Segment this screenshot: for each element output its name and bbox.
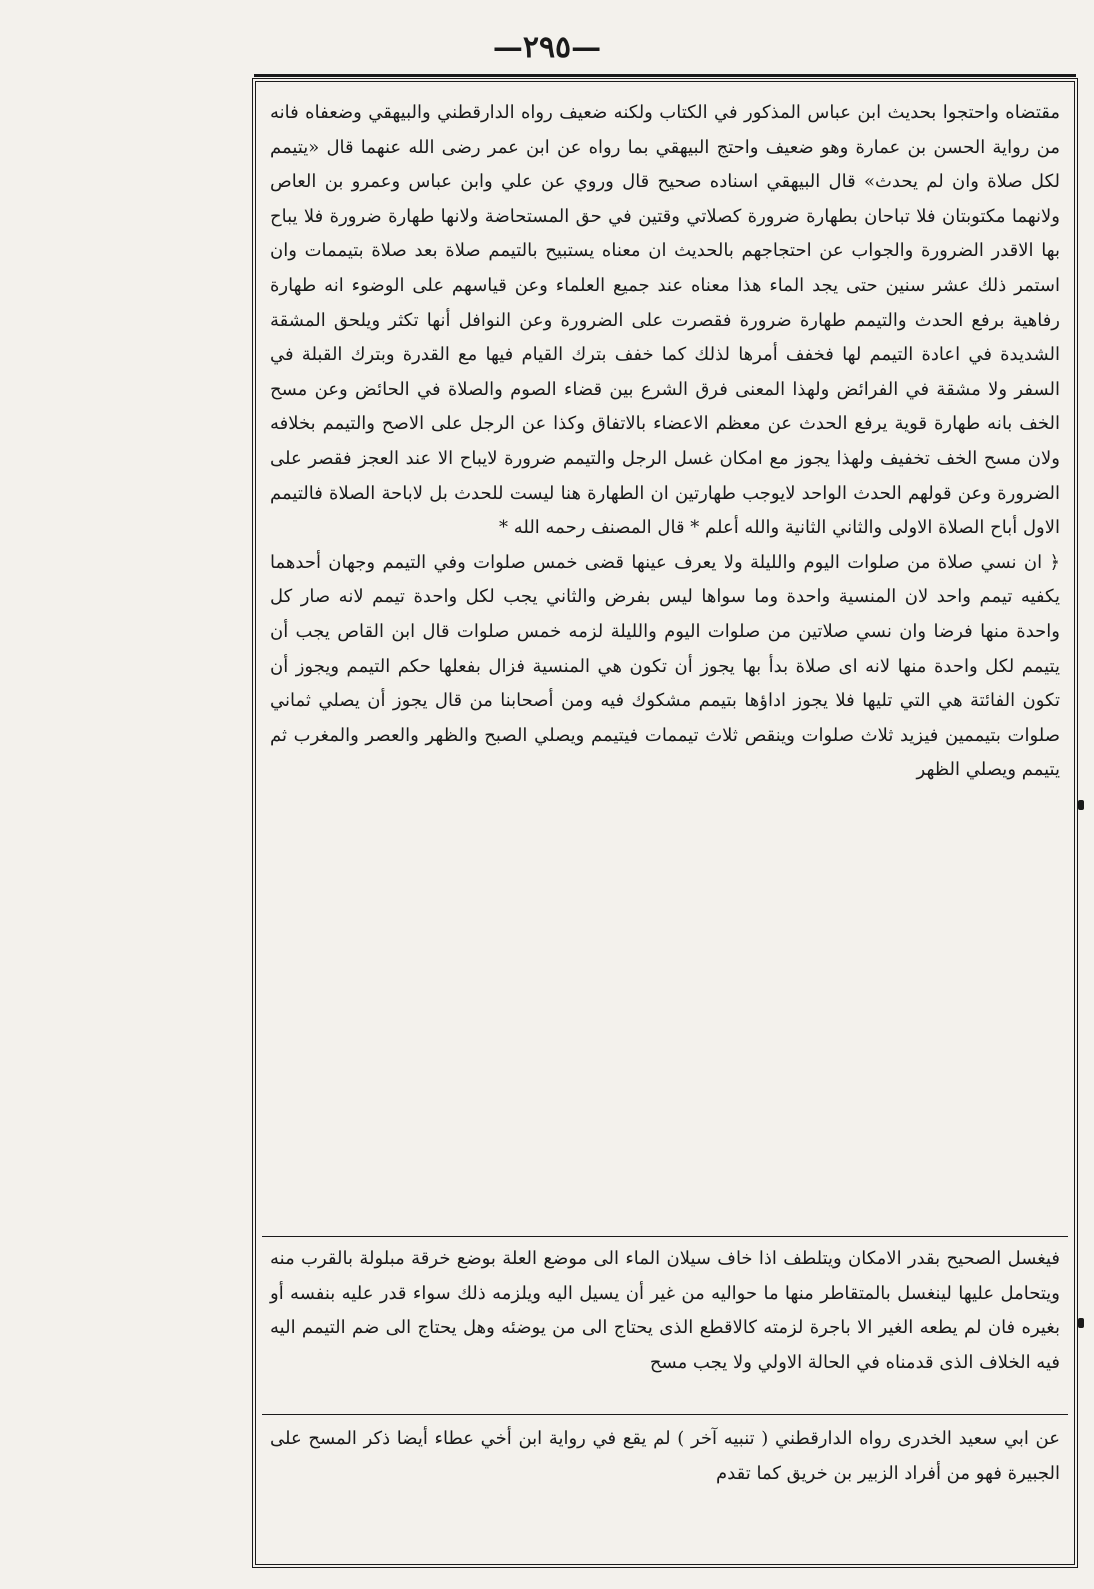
page-number: —٢٩٥— [492, 30, 602, 65]
footnote-paragraph: عن ابي سعيد الخدرى رواه الدارقطني ( تنبيه آخر ) لم يقع في رواية ابن أخي عطاء أيضا ذكر المسح على الجبيرة فهو من أفراد الزبير بن خريق كما تقدم [270, 1428, 1060, 1484]
footnote-divider [262, 1414, 1068, 1415]
main-paragraph-2: ﴿ ان نسي صلاة من صلوات اليوم والليلة ولا يعرف عينها قضى خمس صلوات وفي التيمم وجهان أحدهما يكفيه تيمم واحد لان المنسية واحدة وما سواها ليس بفرض والثاني يجب لكل واحدة تيمم لانه صار كل واحدة منها فرضا وان نسي صلاتين من صلوات اليوم والليلة لزمه خمس صلوات قال ابن القاص يجب أن يتيمم لكل واحدة منها لانه اى صلاة بدأ بها يجوز أن تكون هي المنسية فزال بفعلها حكم التيمم ويجوز أن تكون الفائتة هي التي تليها فلا يجوز اداؤها بتيمم مشكوك فيه ومن أصحابنا من قال يجوز أن يصلي ثماني صلوات بتيممين فيزيد ثلاث صلوات وينقص ثلاث تيممات فيتيمم ويصلي الصبح والظهر والعصر والمغرب ثم يتيمم ويصلي الظهر [270, 551, 1060, 781]
margin-mark [1078, 1318, 1084, 1328]
main-paragraph-1: مقتضاه واحتجوا بحديث ابن عباس المذكور في الكتاب ولكنه ضعيف رواه الدارقطني والبيهقي وضعفاه فانه من رواية الحسن بن عمارة وهو ضعيف واحتج البيهقي بما رواه عن ابن عمر رضى الله عنهما قال «يتيمم لكل صلاة وان لم يحدث» قال البيهقي اسناده صحيح قال وروي عن علي وابن عباس وعمرو بن العاص ولانهما مكتوبتان فلا تباحان بطهارة ضرورة كصلاتي وقتين في حق المستحاضة ولانها طهارة ضرورة فلا يباح بها الاقدر الضرورة والجواب عن احتجاجهم بالحديث ان معناه يستبيح بالتيمم صلاة بعد صلاة بتيممات وان استمر ذلك عشر سنين حتى يجد الماء هذا معناه عند جميع العلماء وعن قياسهم على الوضوء انه طهارة رفاهية برفع الحدث والتيمم طهارة ضرورة فقصرت على الضرورة وعن النوافل أنها تكثر ويلحق المشقة الشديدة في اعادة التيمم لها فخفف أمرها لذلك كما خفف بترك القيام فيها مع القدرة وبترك القبلة في السفر ولا مشقة في الفرائض ولهذا المعنى فرق الشرع بين قضاء الصوم والصلاة في الحائض وعن مسح الخف بانه طهارة قوية يرفع الحدث عن معظم الاعضاء بالاتفاق وكذا عن الرجل على الاصح والتيمم بخلافه ولان مسح الخف تخفيف ولهذا يجوز مع امكان غسل الرجل والتيمم ضرورة لايباح الا عند العجز فقصر على الضرورة وعن قولهم الحدث الواحد لايوجب طهارتين ان الطهارة هنا ليست للحدث بل لاباحة الصلاة فالتيمم الاول أباح الصلاة الاولى والثاني الثانية والله أعلم * قال المصنف رحمه الله * [270, 102, 1060, 539]
main-text-block [270, 96, 1060, 1426]
page-frame [252, 78, 1078, 1568]
commentary-block [270, 1242, 1060, 1412]
section-divider [262, 1236, 1068, 1237]
commentary-paragraph: فيغسل الصحيح بقدر الامكان ويتلطف اذا خاف سيلان الماء الى موضع العلة بوضع خرقة مبلولة بالقرب منه ويتحامل عليها لينغسل بالمتقاطر منها ما حواليه من غير أن يسيل اليه ويلزمه ذلك سواء قدر عليه بنفسه أو بغيره فان لم يطعه الغير الا باجرة لزمته كالاقطع الذى يحتاج الى من يوضئه وهل يحتاج الى ضم التيمم اليه فيه الخلاف الذى قدمناه في الحالة الاولي ولا يجب مسح [270, 1248, 1060, 1373]
margin-mark [1078, 800, 1084, 810]
footnote-block [270, 1422, 1060, 1542]
